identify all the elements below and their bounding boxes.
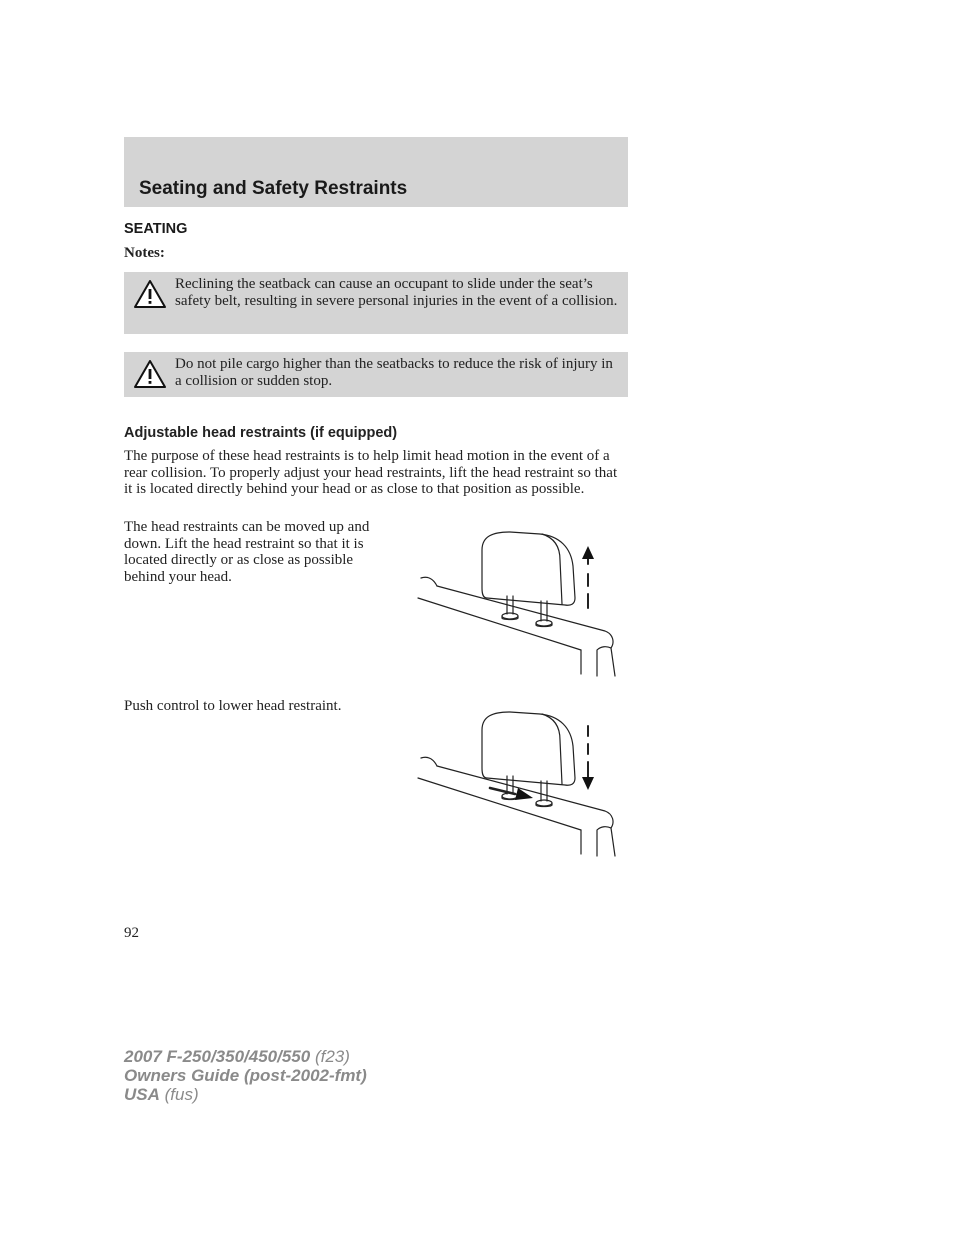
head-restraints-intro: The purpose of these head restraints is to help limit head motion in the event of a rear collision. To properly adjust your head restraints, lift the head restraint so that it is located directly behind your head or as close to that position as possible. (124, 448, 618, 497)
seating-heading: SEATING (124, 221, 188, 237)
document-footer (124, 1047, 367, 1104)
footer-model-code: (f23) (314, 1047, 350, 1066)
section-title: Seating and Safety Restraints (139, 178, 408, 199)
warning-text: Do not pile cargo higher than the seatbacks to reduce the risk of injury in a collision or sudden stop. (175, 356, 613, 389)
lower-instruction: Push control to lower head restraint. (124, 698, 342, 714)
warning-box-recline (124, 272, 628, 334)
warning-triangle-icon (133, 359, 167, 389)
footer-guide: Owners Guide (post-2002-fmt) (124, 1066, 367, 1085)
footer-market-code: (fus) (164, 1085, 199, 1104)
head-restraints-heading: Adjustable head restraints (if equipped) (124, 425, 398, 441)
footer-model: 2007 F-250/350/450/550 (124, 1047, 311, 1066)
warning-triangle-icon (133, 279, 167, 309)
notes-label: Notes: (124, 245, 165, 261)
head-restraint-raise-illustration (415, 528, 625, 678)
page-number: 92 (124, 925, 139, 941)
raise-instruction: The head restraints can be moved up and down. Lift the head restraint so that it is located directly or as close as possible behind your head. (124, 519, 370, 585)
footer-market: USA (124, 1085, 160, 1104)
head-restraint-lower-illustration (415, 708, 625, 858)
warning-box-cargo (124, 352, 628, 397)
warning-text: Reclining the seatback can cause an occupant to slide under the seat’s safety belt, resulting in severe personal injuries in the event of a collision. (175, 276, 618, 309)
